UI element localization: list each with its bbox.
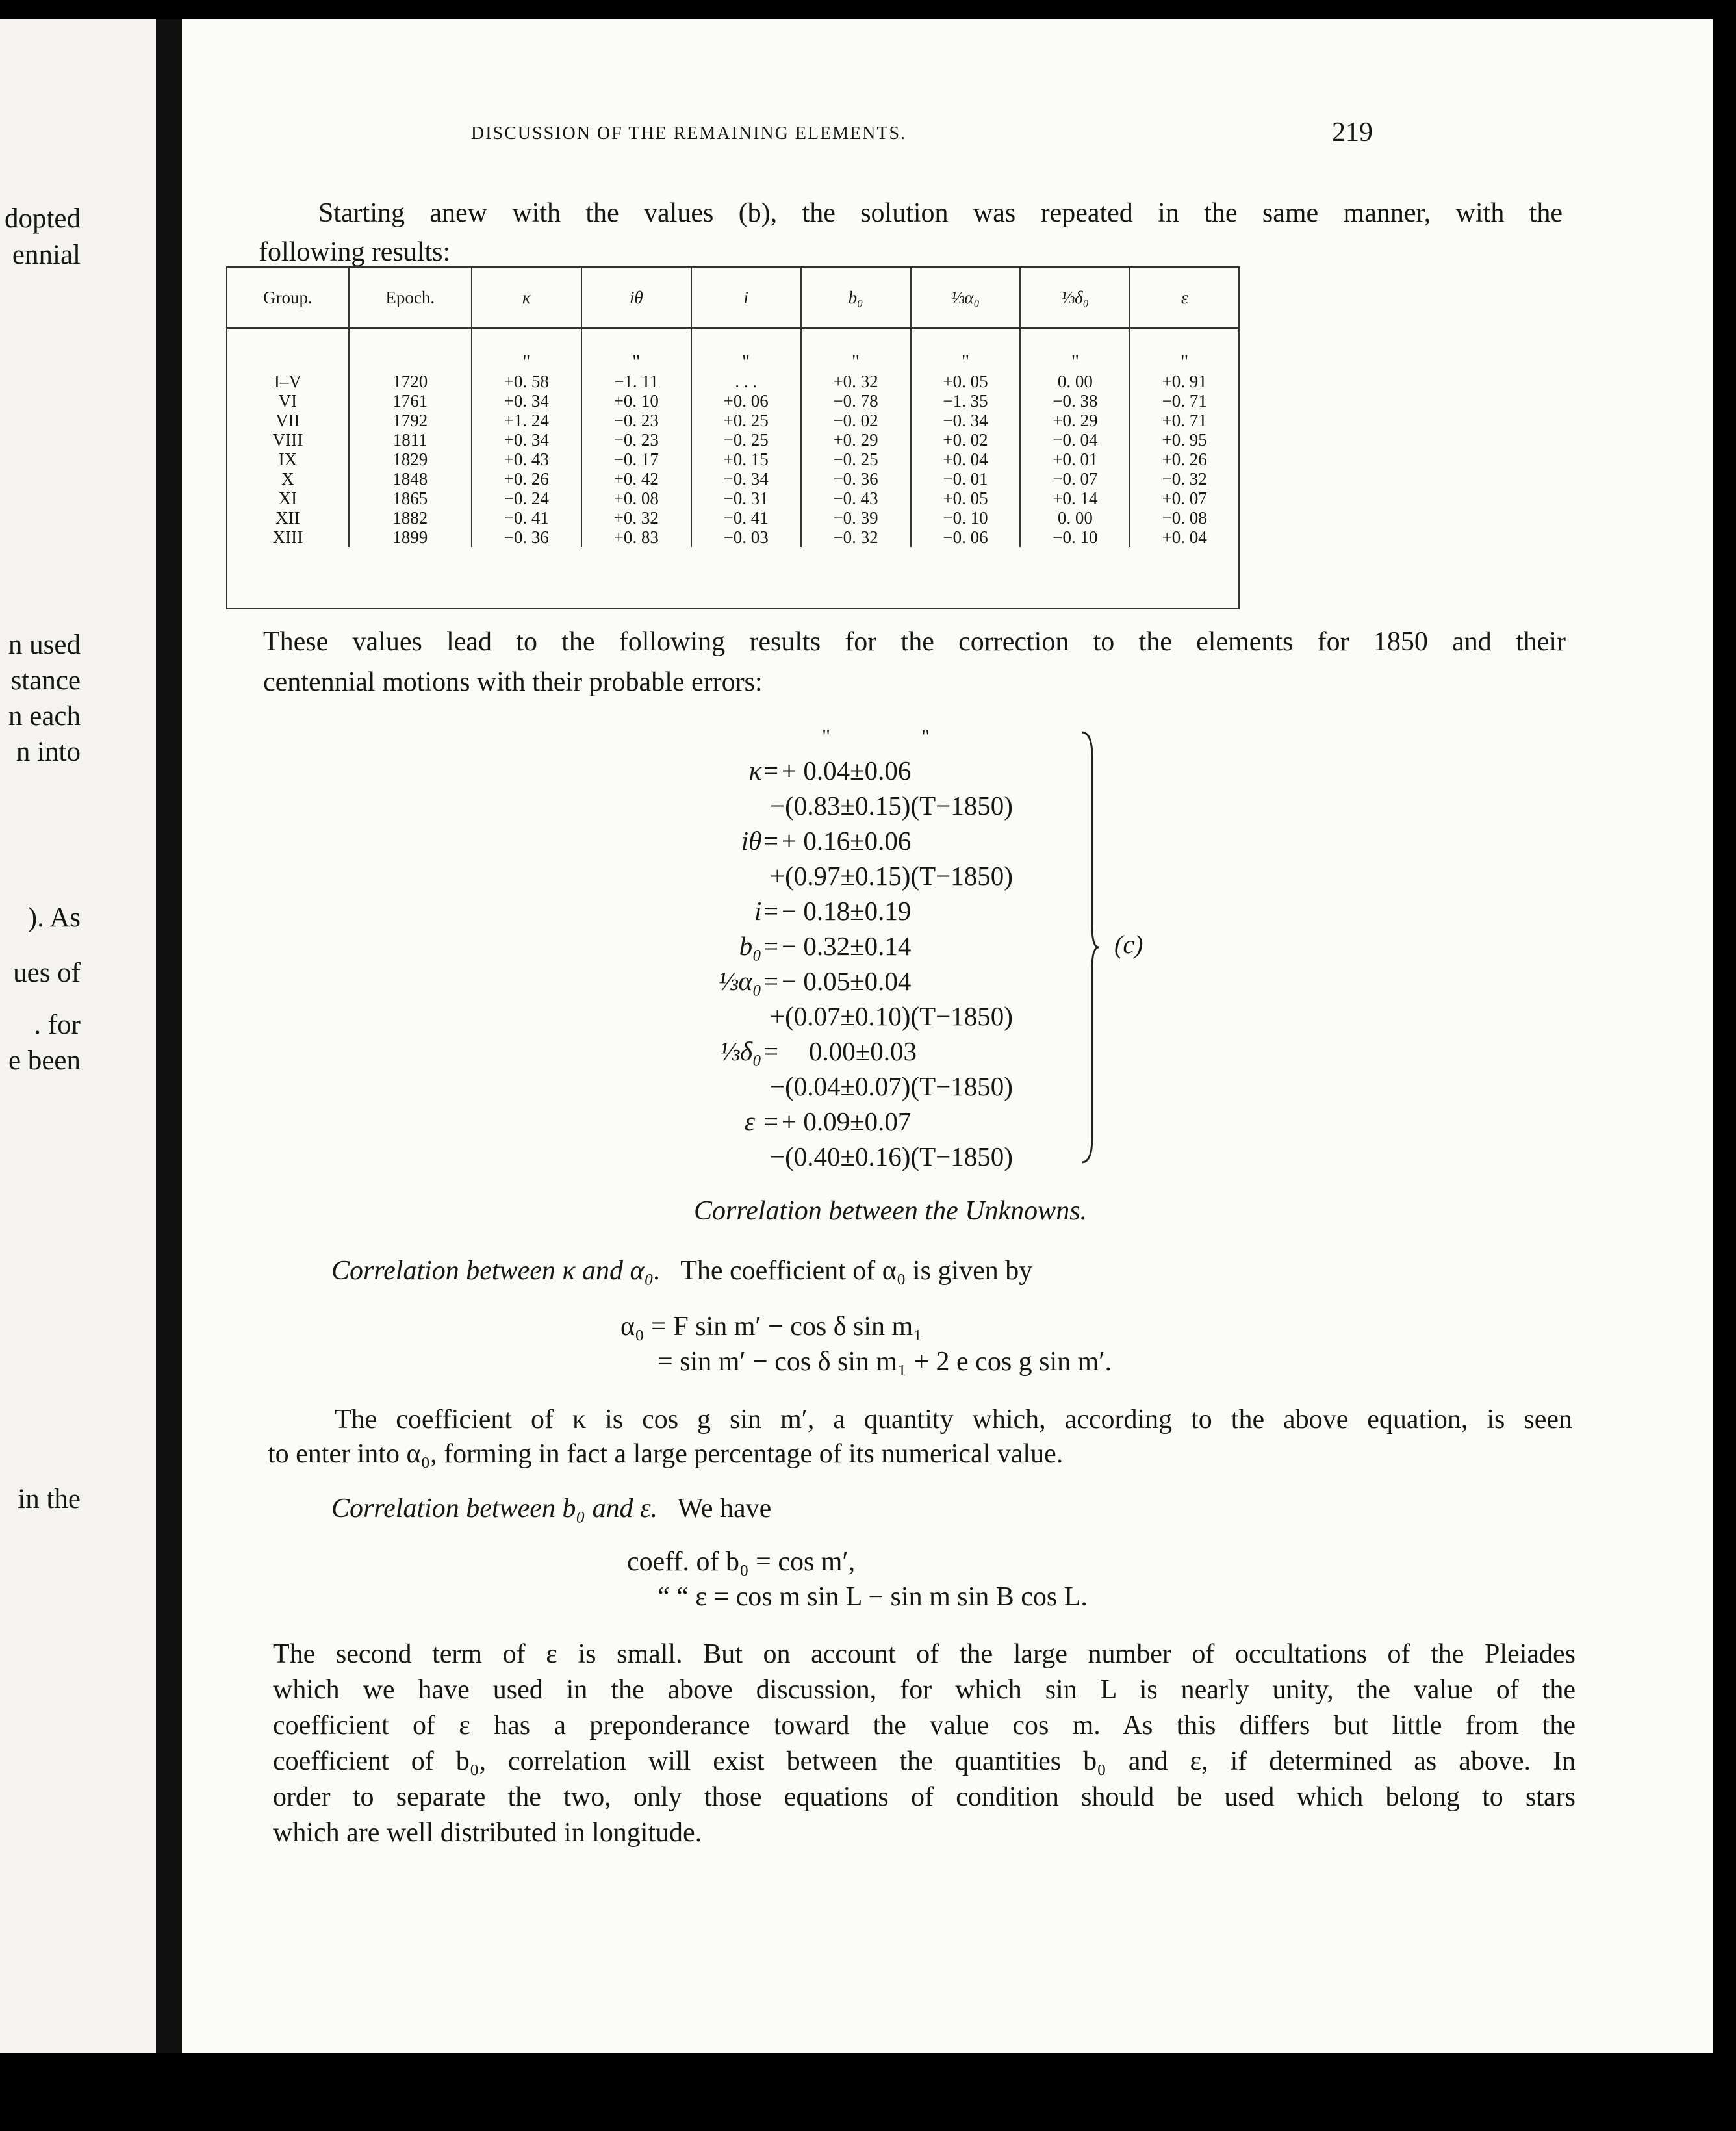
table-cell: +0. 10 xyxy=(581,391,691,411)
table-cell: 0. 00 xyxy=(1020,372,1130,391)
equation-lhs: ⅓δ₀= xyxy=(720,1036,780,1066)
table-cell: 1882 xyxy=(349,508,472,528)
unit-cell: " xyxy=(1020,328,1130,372)
unit-cell: " xyxy=(581,328,691,372)
equation: = sin m′ − cos δ sin m₁ + 2 e cos g sin m′. xyxy=(657,1347,1112,1377)
equation-rhs: +(0.97±0.15)(T−1850) xyxy=(770,861,1013,891)
table-cell: −0. 25 xyxy=(691,430,801,450)
table-cell: VI xyxy=(227,391,349,411)
table-cell: −0. 71 xyxy=(1162,391,1207,411)
table-cell: 1792 xyxy=(349,411,472,430)
facing-text: ennial xyxy=(12,240,81,270)
table-cell: +0. 08 xyxy=(581,489,691,508)
table-cell: −0. 39 xyxy=(801,508,911,528)
table-cell: −0. 38 xyxy=(1020,391,1130,411)
table-cell: −0. 78 xyxy=(801,391,911,411)
table-cell: −0. 36 xyxy=(801,469,911,489)
equation-rhs: − 0.18±0.19 xyxy=(782,896,912,926)
results-table xyxy=(227,268,1238,547)
table-cell: 0. 00 xyxy=(1020,508,1130,528)
table-cell: +0. 83 xyxy=(581,528,691,547)
table-cell: +0. 34 xyxy=(472,391,581,411)
table-cell: −0. 02 xyxy=(801,411,911,430)
equation-lhs: b₀= xyxy=(739,931,780,961)
facing-text: in the xyxy=(18,1484,81,1514)
table-cell: +0. 01 xyxy=(1020,450,1130,469)
table-cell: +0. 26 xyxy=(472,469,581,489)
correlation-lead-text: We have xyxy=(677,1494,772,1524)
table-units-row xyxy=(227,328,1238,372)
correlation-lead xyxy=(331,1493,771,1524)
table-cell: 1720 xyxy=(349,372,472,391)
facing-text: stance xyxy=(10,665,81,696)
equation-lhs: ε = xyxy=(744,1106,780,1136)
paragraph-line: coefficient of ε has a preponderance toward the value cos m. As this differs but little from the xyxy=(273,1711,1576,1741)
equation-lhs: i= xyxy=(754,896,780,926)
table-cell: −0. 10 xyxy=(911,508,1021,528)
table-cell: −0. 23 xyxy=(581,411,691,430)
table-cell: +0. 14 xyxy=(1020,489,1130,508)
table-row xyxy=(227,508,1238,528)
unit-cell xyxy=(227,328,349,372)
table-cell: −0. 24 xyxy=(472,489,581,508)
table-cell: −0. 34 xyxy=(691,469,801,489)
paragraph-line: The coefficient of κ is cos g sin m′, a quantity which, according to the above equation, is seen xyxy=(335,1405,1572,1435)
column-header: b₀ xyxy=(801,268,911,328)
intro-line: Starting anew with the values (b), the solution was repeated in the same manner, with the xyxy=(318,198,1563,228)
results-intro-line: centennial motions with their probable errors: xyxy=(263,667,763,697)
table-cell: +0. 42 xyxy=(581,469,691,489)
column-header: κ xyxy=(472,268,581,328)
table-cell: −0. 34 xyxy=(911,411,1021,430)
column-header: ε xyxy=(1130,268,1238,328)
table-cell: +0. 04 xyxy=(1162,528,1207,547)
table-cell: +0. 32 xyxy=(801,372,911,391)
facing-text: n each xyxy=(8,701,81,732)
table-cell: VIII xyxy=(227,430,349,450)
table-cell: +0. 34 xyxy=(472,430,581,450)
table-cell: −0. 01 xyxy=(911,469,1021,489)
arcsec-mark: " xyxy=(822,724,831,748)
table-cell: IX xyxy=(227,450,349,469)
table-cell: +0. 04 xyxy=(911,450,1021,469)
table-cell: +1. 24 xyxy=(472,411,581,430)
table-cell: +0. 25 xyxy=(691,411,801,430)
equation-lhs: ⅓α₀= xyxy=(718,966,780,996)
table-cell: +0. 29 xyxy=(1020,411,1130,430)
table-cell: −0. 23 xyxy=(581,430,691,450)
table-row xyxy=(227,391,1238,411)
table-cell: +0. 15 xyxy=(691,450,801,469)
unit-cell: " xyxy=(801,328,911,372)
column-header: ⅓α₀ xyxy=(911,268,1021,328)
facing-text: n into xyxy=(16,737,81,767)
equation-lhs: iθ= xyxy=(741,826,780,856)
table-cell: −0. 06 xyxy=(911,528,1021,547)
table-cell: +0. 32 xyxy=(581,508,691,528)
table-cell: +0. 05 xyxy=(911,372,1021,391)
table-cell: +0. 58 xyxy=(472,372,581,391)
table-cell: −1. 11 xyxy=(581,372,691,391)
equation-label: (c) xyxy=(1114,930,1143,959)
equation-rhs: −(0.04±0.07)(T−1850) xyxy=(770,1071,1013,1101)
equation-rhs: − 0.05±0.04 xyxy=(782,966,912,996)
paragraph-line: to enter into α₀, forming in fact a large percentage of its numerical value. xyxy=(268,1439,1064,1469)
table-cell: −0. 41 xyxy=(472,508,581,528)
table-cell: −0. 17 xyxy=(581,450,691,469)
table-cell: +0. 71 xyxy=(1162,411,1207,430)
table-cell: −0. 36 xyxy=(472,528,581,547)
table-cell: 1865 xyxy=(349,489,472,508)
table-cell: 1899 xyxy=(349,528,472,547)
unit-cell: " xyxy=(911,328,1021,372)
facing-page-fragment xyxy=(0,19,156,2053)
table-row xyxy=(227,411,1238,430)
table-cell: −0. 25 xyxy=(801,450,911,469)
table-cell: XI xyxy=(227,489,349,508)
unit-cell: " xyxy=(1181,351,1189,372)
table-cell: 1848 xyxy=(349,469,472,489)
table-cell: . . . xyxy=(691,372,801,391)
equation-rhs: + 0.04±0.06 xyxy=(782,756,912,785)
table-cell: +0. 07 xyxy=(1162,489,1207,508)
paragraph-line: which are well distributed in longitude. xyxy=(273,1818,702,1848)
table-cell: −0. 04 xyxy=(1020,430,1130,450)
table-cell: +0. 05 xyxy=(911,489,1021,508)
intro-line: following results: xyxy=(259,237,451,267)
paragraph-line: coefficient of b₀, correlation will exist between the quantities b₀ and ε, if determined as above. In xyxy=(273,1746,1576,1776)
facing-text: n used xyxy=(8,630,81,660)
unit-cell xyxy=(349,328,472,372)
correlation-lead-text: The coefficient of α₀ is given by xyxy=(680,1256,1033,1286)
equation-rhs: −(0.40±0.16)(T−1850) xyxy=(770,1142,1013,1171)
table-cell: XII xyxy=(227,508,349,528)
table-cell: +0. 29 xyxy=(801,430,911,450)
unit-cell: " xyxy=(472,328,581,372)
equation: coeff. of b₀ = cos m′, xyxy=(627,1547,856,1577)
correlation-lead-italic: Correlation between b₀ and ε. xyxy=(331,1494,658,1524)
table-row xyxy=(227,469,1238,489)
table-row xyxy=(227,528,1238,547)
paragraph-line: which we have used in the above discussion, for which sin L is nearly unity, the value of the xyxy=(273,1675,1576,1705)
table-cell: +0. 26 xyxy=(1162,450,1207,469)
column-header: Group. xyxy=(227,268,349,328)
table-cell: XIII xyxy=(227,528,349,547)
table-cell: VII xyxy=(227,411,349,430)
column-header: iθ xyxy=(581,268,691,328)
table-cell: −0. 32 xyxy=(801,528,911,547)
running-header: DISCUSSION OF THE REMAINING ELEMENTS. xyxy=(471,123,907,144)
table-cell: +0. 02 xyxy=(911,430,1021,450)
equation: α₀ = F sin m′ − cos δ sin m₁ xyxy=(620,1312,923,1342)
table-cell: +0. 95 xyxy=(1162,430,1207,450)
book-gutter xyxy=(156,19,182,2053)
table-cell: −0. 31 xyxy=(691,489,801,508)
table-cell: 1811 xyxy=(349,430,472,450)
table-row xyxy=(227,372,1238,391)
table-cell: +0. 91 xyxy=(1162,372,1207,391)
table-cell: −1. 35 xyxy=(911,391,1021,411)
table-row xyxy=(227,489,1238,508)
arcsec-mark: " xyxy=(921,724,930,748)
table-cell: −0. 07 xyxy=(1020,469,1130,489)
equation-rhs: +(0.07±0.10)(T−1850) xyxy=(770,1001,1013,1031)
column-header: i xyxy=(691,268,801,328)
unit-cell: " xyxy=(691,328,801,372)
equation-rhs: + 0.16±0.06 xyxy=(782,826,912,856)
table-cell: −0. 10 xyxy=(1020,528,1130,547)
facing-text: . for xyxy=(34,1010,81,1040)
table-cell: −0. 32 xyxy=(1162,469,1207,489)
equation-lhs: κ= xyxy=(748,756,780,785)
right-brace xyxy=(1080,731,1100,1164)
paragraph-line: The second term of ε is small. But on account of the large number of occultations of the Pleiades xyxy=(273,1639,1576,1669)
equation: “ “ ε = cos m sin L − sin m sin B cos L. xyxy=(657,1582,1088,1612)
table-cell: 1829 xyxy=(349,450,472,469)
table-cell: −0. 43 xyxy=(801,489,911,508)
table-row xyxy=(227,430,1238,450)
table-cell: −0. 08 xyxy=(1162,508,1207,528)
section-heading: Correlation between the Unknowns. xyxy=(694,1196,1088,1226)
column-header: ⅓δ₀ xyxy=(1020,268,1130,328)
scan-border xyxy=(1713,0,1736,2131)
table-cell: X xyxy=(227,469,349,489)
correlation-lead-italic: Correlation between κ and α₀. xyxy=(331,1256,661,1286)
facing-text: ). As xyxy=(27,902,81,933)
equation-rhs: − 0.32±0.14 xyxy=(782,931,912,961)
table-cell: −0. 41 xyxy=(691,508,801,528)
facing-text: dopted xyxy=(4,203,81,234)
table-cell: +0. 06 xyxy=(691,391,801,411)
results-intro-line: These values lead to the following results for the correction to the elements for 1850 and their xyxy=(263,627,1566,657)
equation-rhs: 0.00±0.03 xyxy=(809,1036,917,1066)
table-cell: +0. 43 xyxy=(472,450,581,469)
table-header-row xyxy=(227,268,1238,328)
facing-text: ues of xyxy=(13,958,81,988)
facing-text: e been xyxy=(8,1045,81,1076)
table-cell: 1761 xyxy=(349,391,472,411)
column-header: Epoch. xyxy=(349,268,472,328)
page-number: 219 xyxy=(1332,118,1373,147)
table-row xyxy=(227,450,1238,469)
equation-rhs: −(0.83±0.15)(T−1850) xyxy=(770,791,1013,821)
correlation-lead xyxy=(331,1255,1032,1286)
table-cell: −0. 03 xyxy=(691,528,801,547)
equation-rhs: + 0.09±0.07 xyxy=(782,1106,912,1136)
paragraph-line: order to separate the two, only those equations of condition should be used which belong to stars xyxy=(273,1782,1576,1812)
table-cell: I–V xyxy=(227,372,349,391)
